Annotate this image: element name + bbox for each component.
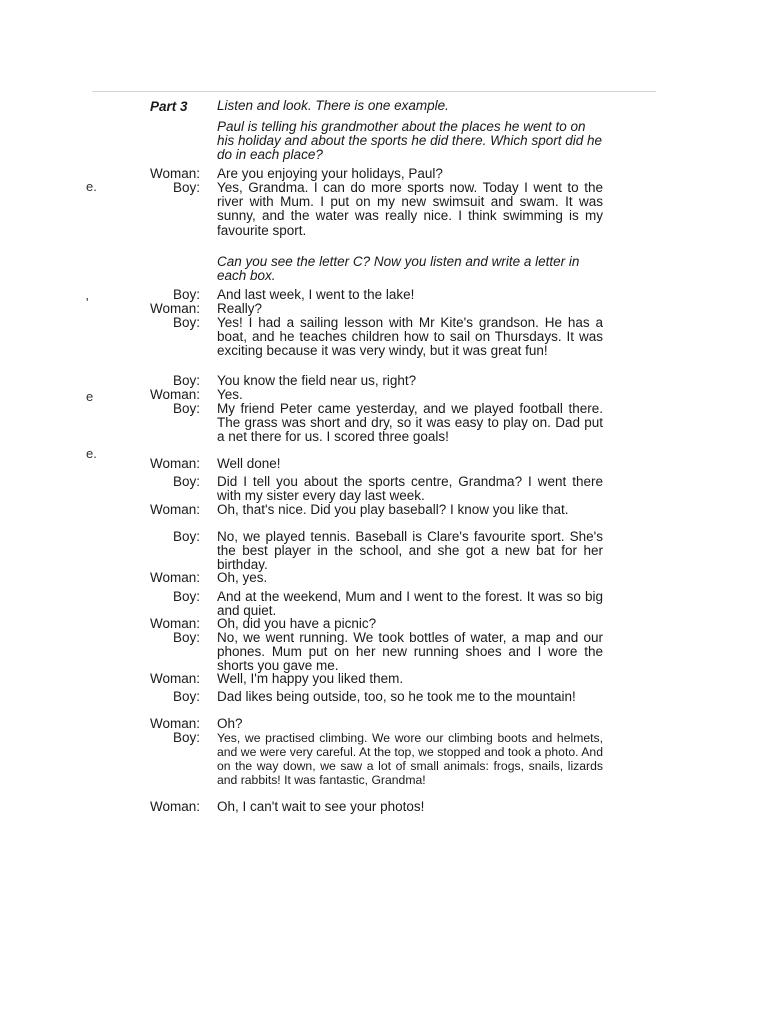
speaker-label: Woman: [149, 456, 200, 471]
turn-text: Yes! I had a sailing lesson with Mr Kite's grandson. He has a boat, and he teaches children how to sail on Thursdays. It was exciting because it was very windy, but it was great fun! [217, 315, 603, 359]
turn-text: Oh, I can't wait to see your photos! [217, 799, 425, 814]
turn-text: You know the field near us, right? [217, 373, 417, 388]
speaker-label: Boy: [172, 474, 200, 489]
turn-text: Are you enjoying your holidays, Paul? [217, 166, 443, 181]
speaker-label: Woman: [149, 387, 200, 402]
speaker-label: Boy: [172, 589, 200, 604]
speaker-label: Woman: [149, 616, 200, 631]
turn-text: And last week, I went to the lake! [217, 287, 415, 302]
turn-text: My friend Peter came yesterday, and we played football there. The grass was short and dry, so it was easy to play on. Dad put a net there for us. I scored three goals! [217, 401, 603, 445]
instruction: Listen and look. There is one example. [217, 98, 449, 113]
margin-fragment: e. [86, 446, 97, 461]
turn-text: Oh? [217, 716, 243, 731]
margin-fragment: e. [86, 179, 97, 194]
speaker-label: Woman: [149, 799, 200, 814]
turn-text: Oh, that's nice. Did you play baseball? I know you like that. [217, 502, 569, 517]
speaker-label: Woman: [149, 502, 200, 517]
speaker-label: Boy: [172, 529, 200, 544]
turn-text: Yes. [217, 387, 243, 402]
turn-text: Did I tell you about the sports centre, Grandma? I went there with my sister every day last week. [217, 474, 603, 504]
speaker-label: Woman: [149, 570, 200, 585]
turn-text: Yes, we practised climbing. We wore our climbing boots and helmets, and we were very careful. At the top, we stopped and took a photo. And on the way down, we saw a lot of small animals: frogs, snails, lizards and rabbits! It was fantastic, Grandma! [217, 731, 603, 787]
speaker-label: Boy: [172, 730, 200, 745]
turn-text: Well, I'm happy you liked them. [217, 671, 404, 686]
speaker-label: Boy: [172, 180, 200, 195]
turn-text: Well done! [217, 456, 281, 471]
turn-text: And at the weekend, Mum and I went to the forest. It was so big and quiet. [217, 589, 603, 619]
turn-text: No, we went running. We took bottles of water, a map and our phones. Mum put on her new running shoes and I wore the shorts you gave me. [217, 630, 603, 674]
turn-text: Oh, yes. [217, 570, 268, 585]
speaker-label: Boy: [172, 401, 200, 416]
turn-text: Yes, Grandma. I can do more sports now. Today I went to the river with Mum. I put on my new swimsuit and swam. It was sunny, and the water was really nice. I think swimming is my favourite sport. [217, 180, 603, 238]
top-divider [92, 91, 656, 92]
margin-fragment: e [86, 389, 94, 404]
part-label: Part 3 [150, 99, 188, 114]
speaker-label: Boy: [172, 287, 200, 302]
task-prompt: Can you see the letter C? Now you listen and write a letter in each box. [217, 254, 580, 284]
turn-text: Really? [217, 301, 263, 316]
turn-text: Oh, did you have a picnic? [217, 616, 377, 631]
speaker-label: Woman: [149, 301, 200, 316]
speaker-label: Boy: [172, 630, 200, 645]
turn-text: No, we played tennis. Baseball is Clare's favourite sport. She's the best player in the school, and she got a new bat for her birthday. [217, 529, 603, 573]
speaker-label: Boy: [172, 315, 200, 330]
speaker-label: Woman: [149, 166, 200, 181]
margin-fragment: ' [86, 295, 89, 310]
turn-text: Dad likes being outside, too, so he took me to the mountain! [217, 689, 576, 704]
speaker-label: Boy: [172, 689, 200, 704]
speaker-label: Boy: [172, 373, 200, 388]
speaker-label: Woman: [149, 671, 200, 686]
intro-text: Paul is telling his grandmother about the places he went to on his holiday and about the sports he did there. Which sport did he do in each place? [217, 119, 602, 163]
speaker-label: Woman: [149, 716, 200, 731]
